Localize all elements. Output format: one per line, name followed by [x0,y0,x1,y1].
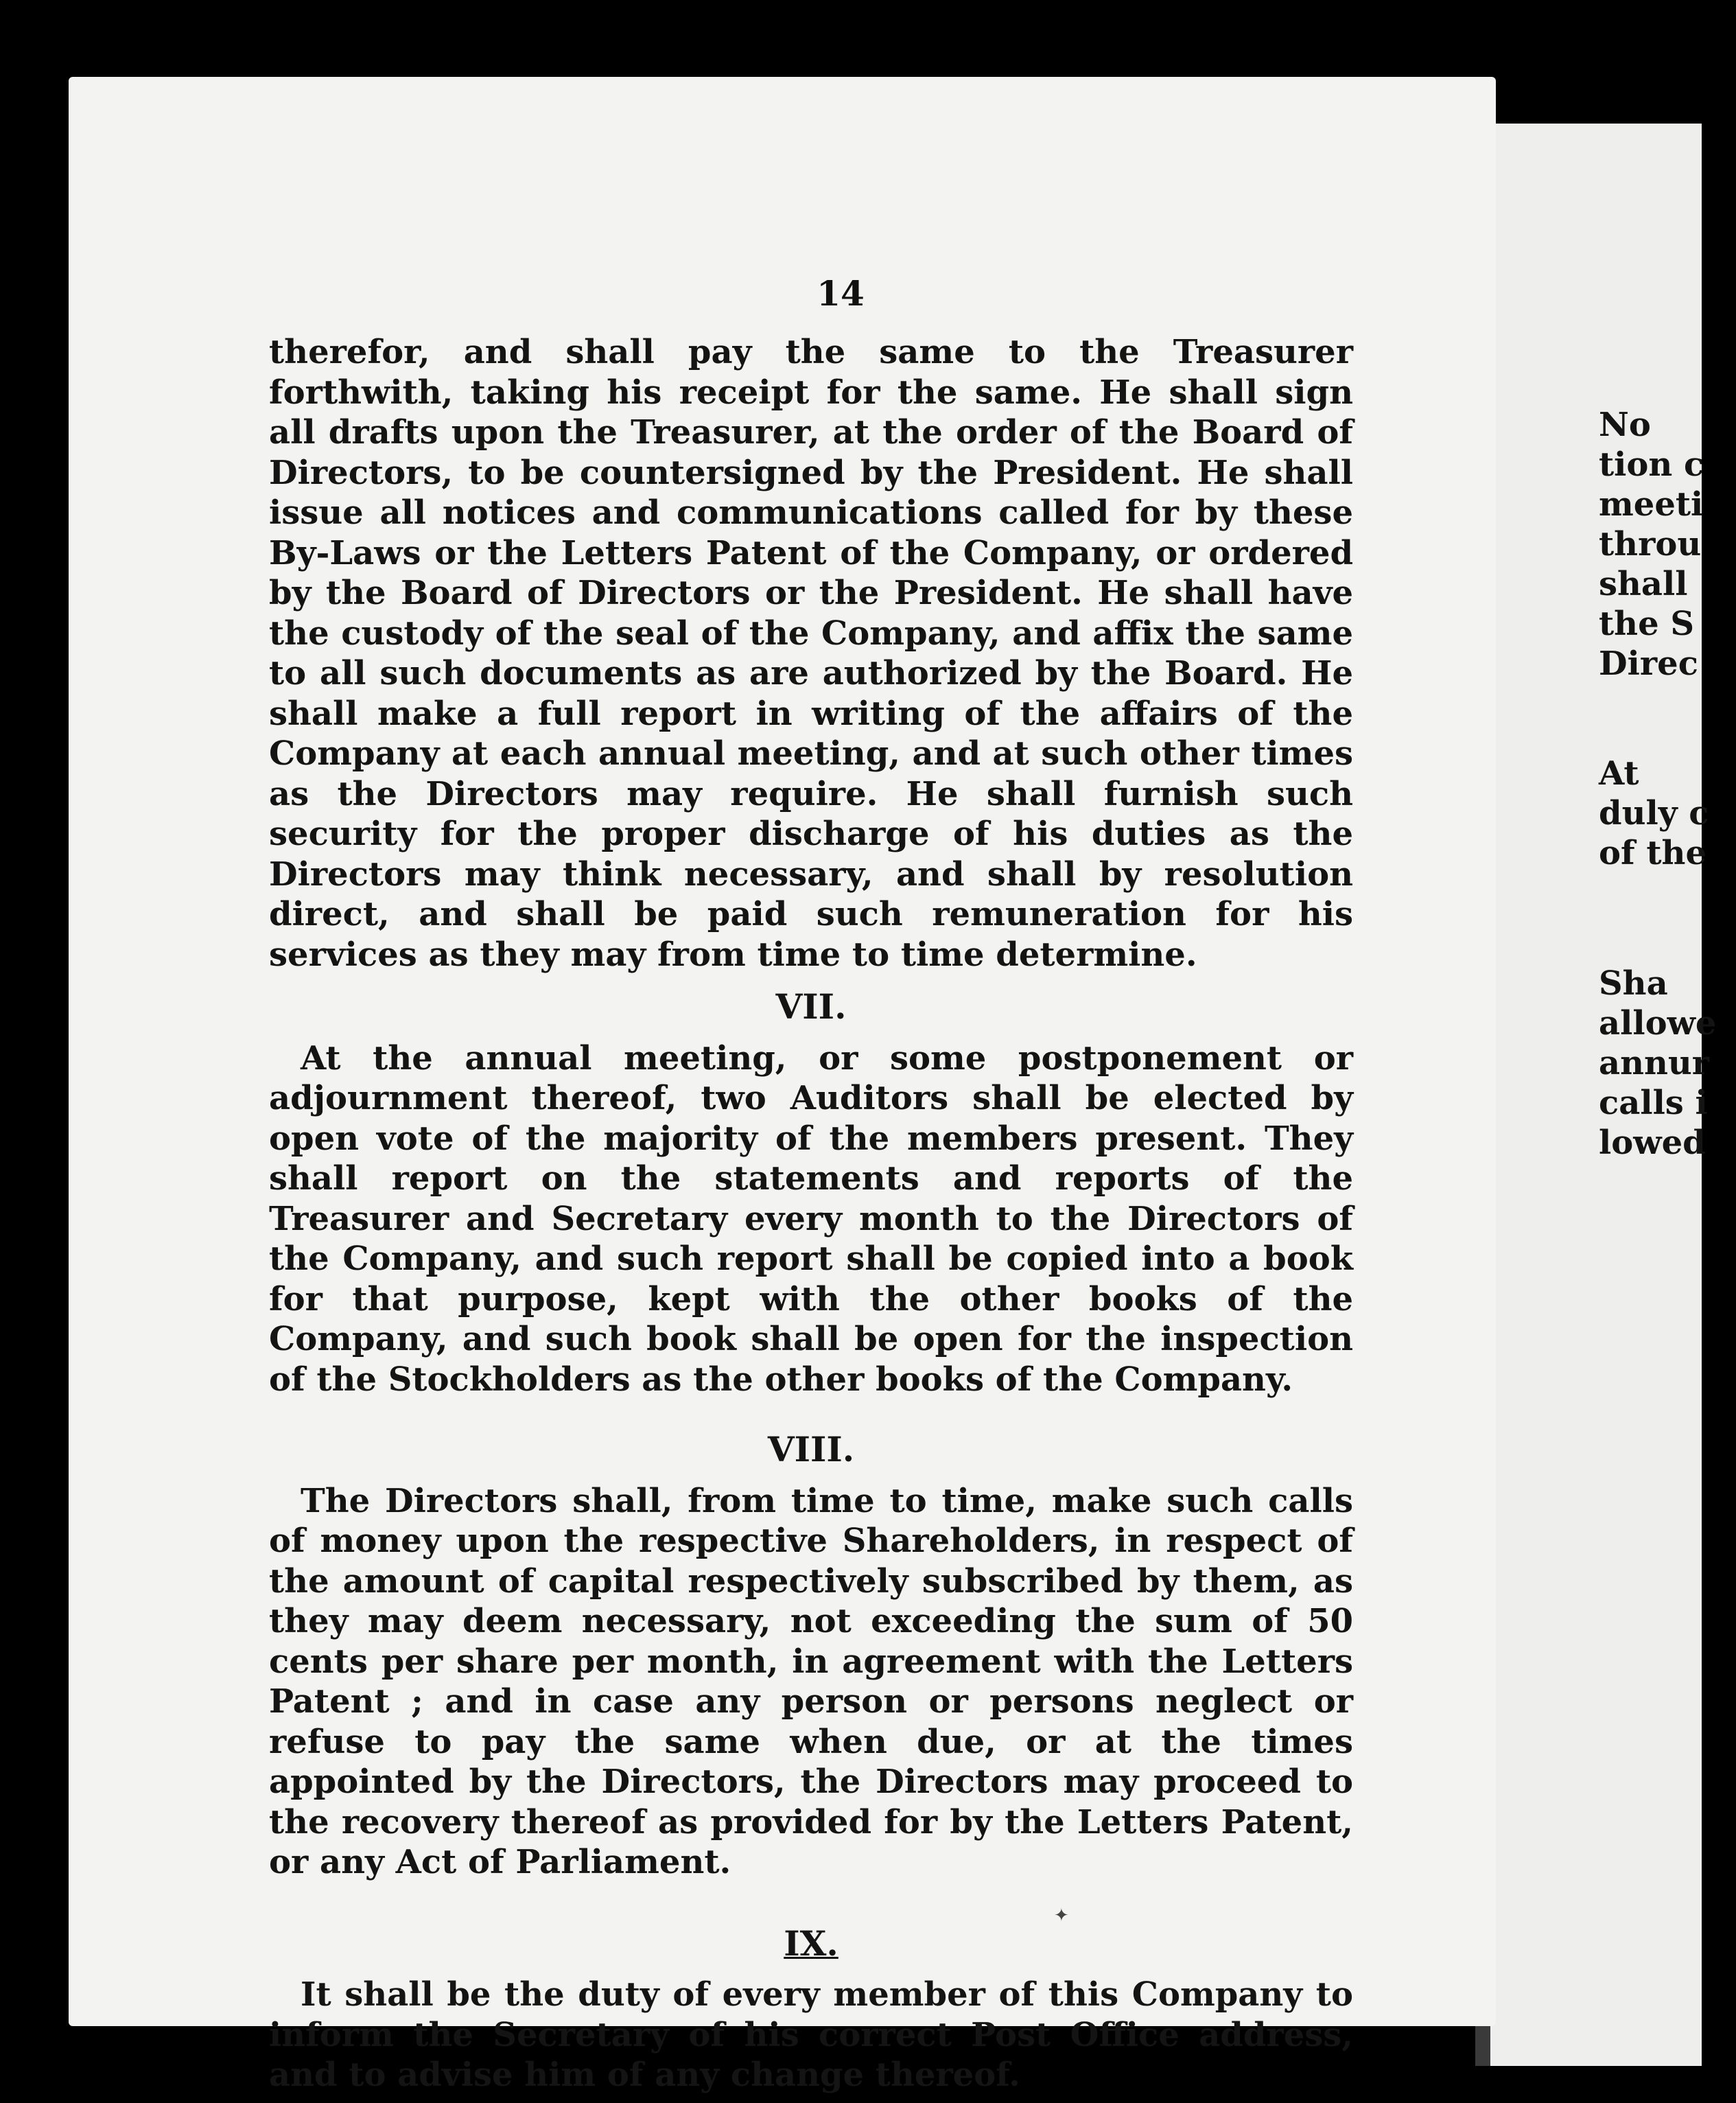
facing-line: Direc [1599,644,1698,683]
facing-line: the S [1599,605,1694,643]
facing-text-group-1 [1599,405,1704,684]
section-heading-viii: VIII. [767,1429,855,1469]
facing-line: of the [1599,834,1706,872]
paragraph-continued: therefor, and shall pay the same to the Treasurer forthwith, taking his receipt for the same. He shall sign all drafts upon the Treasurer, at the order of the Board of Directors, to be countersigned by the President. He shall issue all notices and communications called for by these By-Laws or the Letters Patent of the Company, or ordered by the Board of Directors or the President. He shall have the custody of the seal of the Company, and affix the same to all such documents as are authorized by the Board. He shall make a full report in writing of the affairs of the Company at each annual meeting, and at such other times as the Directors may require. He shall furnish such security for the proper discharge of his duties as the Directors may think necessary, and shall by resolution direct, and shall be paid such remuneration for his services as they may from time to time determine. [269,333,1353,974]
section-heading-ix: IX. [784,1922,838,1964]
printer-ornament: ✦ [1054,1905,1069,1926]
facing-line: At [1599,754,1639,793]
section-heading-vii: VII. [775,986,847,1027]
facing-line: shall [1599,565,1688,603]
facing-line: meeti [1599,485,1704,524]
facing-line: Sha [1599,964,1668,1003]
facing-line: allowe [1599,1004,1717,1043]
facing-text-group-3 [1599,964,1716,1163]
section-text-viii: The Directors shall, from time to time, make such calls of money upon the respective Shareholders, in respect of the amount of capital respectively subscribed by them, as they may deem necessary, not exceeding the sum of 50 cents per share per month, in agreement with the Letters Patent ; and in case any person or persons neglect or refuse to pay the same when due, or at the times appointed by the Directors, the Directors may proceed to the recovery thereof as provided for by the Letters Patent, or any Act of Parliament. [269,1481,1353,1881]
facing-text-group-2 [1599,754,1709,873]
facing-line: duly c [1599,794,1709,833]
facing-line: calls i [1599,1084,1708,1122]
page-number: 14 [817,273,865,314]
page-text [269,332,1353,2095]
facing-line: lowed [1599,1124,1706,1162]
facing-line: annur [1599,1044,1710,1082]
section-text-vii: At the annual meeting, or some postponement or adjournment thereof, two Auditors shall be elected by open vote of the majority of the members present. They shall report on the statements and reports of the Treasurer and Secretary every month to the Directors of the Company, and such report shall be copied into a book for that purpose, kept with the other books of the Company, and such book shall be open for the inspection of the Stockholders as the other books of the Company. [269,1038,1353,1399]
section-text-ix: It shall be the duty of every member of this Company to inform the Secretary of his correct Post Office address, and to advise him of any change thereof. [269,1975,1353,2094]
facing-line: throu [1599,525,1702,563]
facing-line: tion c [1599,445,1704,484]
facing-line: No [1599,406,1651,444]
